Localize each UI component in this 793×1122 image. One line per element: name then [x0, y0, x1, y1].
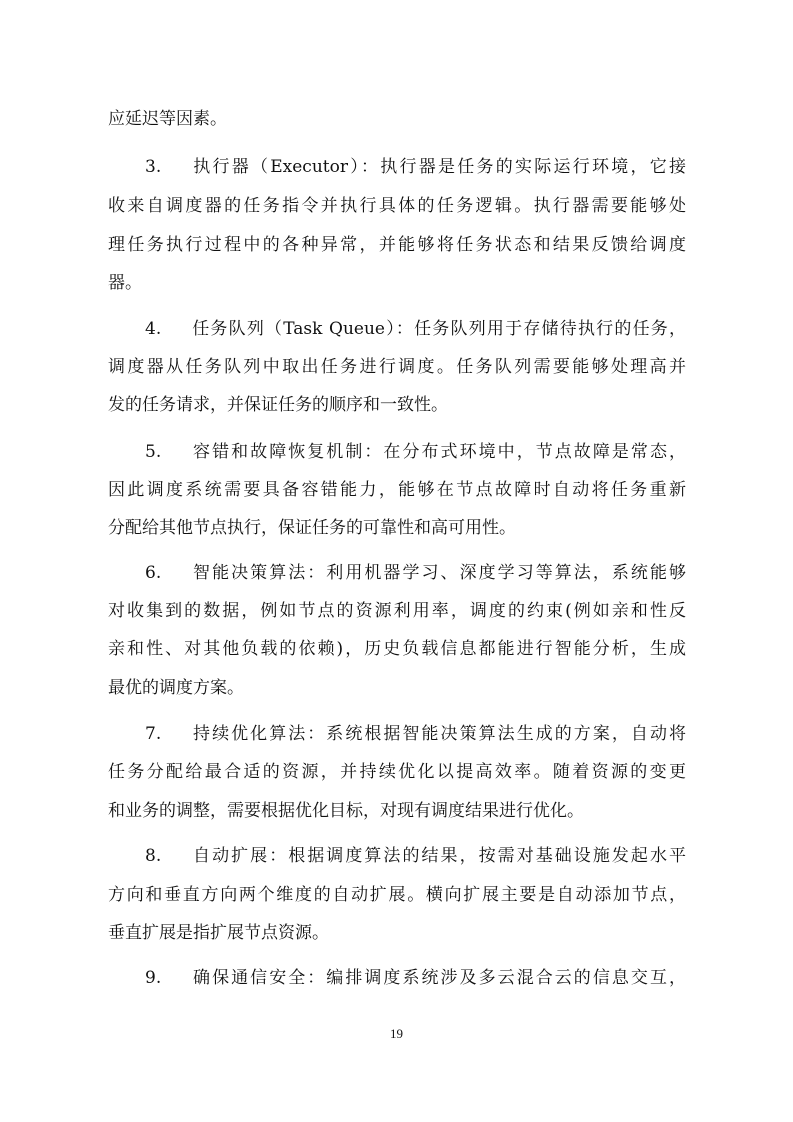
list-item-4-line-2: 调度器从任务队列中取出任务进行调度。任务队列需要能够处理高并: [108, 357, 686, 377]
item-text: 任务队列（Task Queue）：任务队列用于存储待执行的任务，: [191, 319, 686, 339]
item-text: 确保通信安全：编排调度系统涉及多云混合云的信息交互，: [191, 968, 686, 988]
item-number: 3.: [145, 157, 162, 177]
paragraph-text: 应延迟等因素。: [108, 109, 227, 129]
list-item-6-line-1: [145, 561, 686, 585]
item-text: 自动扩展：根据调度算法的结果，按需对基础设施发起水平: [191, 846, 686, 866]
item-text: 持续优化算法：系统根据智能决策算法生成的方案，自动将: [191, 724, 686, 744]
item-number: 4.: [145, 319, 162, 339]
item-number: 9.: [145, 968, 162, 988]
list-item-6-line-3: 亲和性、对其他负载的依赖)，历史负载信息都能进行智能分析，生成: [108, 639, 686, 659]
list-item-5-line-3: 分配给其他节点执行，保证任务的可靠性和高可用性。: [108, 518, 516, 538]
list-item-4-line-1: [145, 317, 686, 341]
list-item-3-line-2: 收来自调度器的任务指令并执行具体的任务逻辑。执行器需要能够处: [108, 196, 686, 216]
list-item-4-line-3: 发的任务请求，并保证任务的顺序和一致性。: [108, 395, 448, 415]
item-number: 7.: [145, 724, 162, 744]
list-item-5-line-2: 因此调度系统需要具备容错能力，能够在节点故障时自动将任务重新: [108, 480, 686, 500]
list-item-8-line-1: [145, 844, 686, 868]
list-item-9-line-1: [145, 966, 686, 990]
list-item-7-line-3: 和业务的调整，需要根据优化目标，对现有调度结果进行优化。: [108, 801, 584, 821]
list-item-3-line-3: 理任务执行过程中的各种异常，并能够将任务状态和结果反馈给调度: [108, 235, 686, 255]
item-number: 6.: [145, 563, 162, 583]
item-text: 执行器（Executor）：执行器是任务的实际运行环境，它接: [191, 157, 686, 177]
paragraph-continuation: [108, 107, 686, 131]
list-item-7-line-1: [145, 722, 686, 746]
item-text: 智能决策算法：利用机器学习、深度学习等算法，系统能够: [191, 563, 686, 583]
list-item-6-line-2: 对收集到的数据，例如节点的资源利用率，调度的约束(例如亲和性反: [108, 601, 686, 621]
list-item-6-line-4: 最优的调度方案。: [108, 678, 244, 698]
list-item-3-line-4: 器。: [108, 273, 142, 293]
list-item-5-line-1: [145, 440, 686, 464]
list-item-8-line-3: 垂直扩展是指扩展节点资源。: [108, 923, 329, 943]
list-item-7-line-2: 任务分配给最合适的资源，并持续优化以提高效率。随着资源的变更: [108, 762, 686, 782]
item-number: 5.: [145, 442, 162, 462]
list-item-8-line-2: 方向和垂直方向两个维度的自动扩展。横向扩展主要是自动添加节点，: [108, 885, 686, 905]
list-item-3-line-1: [145, 155, 686, 179]
item-number: 8.: [145, 846, 162, 866]
item-text: 容错和故障恢复机制：在分布式环境中，节点故障是常态，: [191, 442, 686, 462]
page-number: 19: [390, 1026, 403, 1041]
